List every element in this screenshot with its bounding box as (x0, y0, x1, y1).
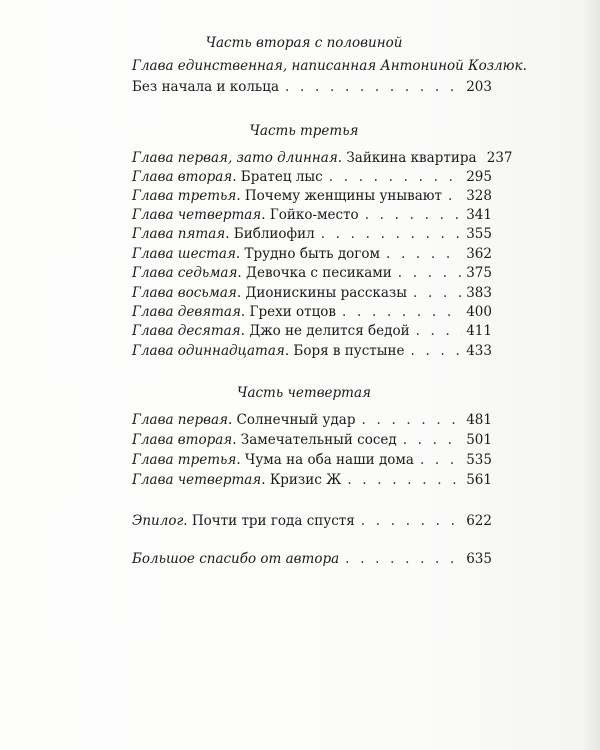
dot-leader (347, 470, 462, 490)
entry-title: Почему женщины унывают (244, 188, 443, 204)
toc-entry[interactable] (132, 244, 492, 264)
separator: . (236, 188, 245, 204)
chapter-label: Эпилог (132, 513, 184, 529)
entry-title: Дионискины рассказы (245, 285, 407, 301)
page-number: 561 (466, 472, 492, 488)
dot-leader (342, 302, 462, 322)
toc-entry-epilogue[interactable] (132, 511, 492, 531)
page-number: 501 (466, 432, 492, 448)
chapter-label: Глава вторая (132, 432, 233, 448)
section-title-part-4: Часть четвертая (237, 385, 371, 401)
page-number: 535 (466, 452, 492, 468)
separator: . (183, 513, 192, 529)
page-number: 341 (466, 207, 492, 223)
toc-entry[interactable] (132, 283, 492, 303)
entry-title: Библиофил (233, 226, 315, 242)
chapter-label: Глава шестая (132, 246, 236, 262)
chapter-label: Глава первая (132, 412, 228, 428)
dot-leader (321, 224, 462, 244)
dot-leader (329, 167, 462, 187)
dot-leader (411, 341, 463, 361)
entry-title: Грехи отцов (249, 304, 336, 320)
page-number: 635 (466, 551, 492, 567)
dot-leader (285, 77, 462, 97)
dot-leader (413, 283, 462, 303)
entry-title: Девочка с песиками (246, 265, 392, 281)
separator: . (235, 246, 245, 262)
entry-title: Кризис Ж (269, 472, 342, 488)
dot-leader (448, 186, 462, 206)
toc-entry-thanks[interactable] (132, 549, 492, 569)
page-number: 362 (466, 246, 492, 262)
separator: . (236, 452, 245, 468)
separator: . (240, 304, 250, 320)
separator: . (261, 472, 270, 488)
toc-entry[interactable] (132, 224, 492, 244)
separator: . (236, 285, 246, 301)
chapter-label: Глава третья (132, 188, 237, 204)
entry-title: Боря в пустыне (293, 343, 405, 359)
toc-entry[interactable] (132, 77, 492, 97)
separator: . (227, 412, 237, 428)
chapter-label: Глава первая, зато длинная (132, 150, 338, 166)
page-number: 328 (466, 188, 492, 204)
entry-title: Трудно быть догом (244, 246, 380, 262)
page-number: 383 (466, 285, 492, 301)
toc-entry[interactable] (132, 450, 492, 470)
entry-title: Чума на оба наши дома (244, 452, 414, 468)
page-number: 295 (466, 169, 492, 185)
dot-leader (345, 549, 462, 569)
separator: . (232, 432, 241, 448)
page-number: 203 (466, 79, 492, 95)
page-number: 237 (486, 150, 513, 166)
separator: . (337, 150, 347, 166)
toc-entry[interactable] (132, 263, 492, 283)
entry-title: Замечательный сосед (240, 432, 397, 448)
page-number: 622 (466, 513, 492, 529)
entry-title: Без начала и кольца (132, 79, 280, 95)
entry-title: Солнечный удар (236, 412, 356, 428)
dot-leader (361, 410, 462, 430)
chapter-label: Глава четвертая (132, 207, 262, 223)
dot-leader (420, 450, 462, 470)
dot-leader (386, 244, 462, 264)
chapter-label: Глава одиннадцатая (132, 343, 285, 359)
toc-entry[interactable] (132, 430, 492, 450)
chapter-label: Глава четвертая (132, 472, 262, 488)
page-number: 433 (466, 343, 492, 359)
toc-entry[interactable] (132, 205, 492, 225)
separator: . (240, 323, 250, 339)
dot-leader (416, 321, 462, 341)
dot-leader (365, 205, 462, 225)
separator: . (232, 169, 241, 185)
chapter-label: Глава третья (132, 452, 237, 468)
page-number: 355 (466, 226, 492, 242)
page-number: 400 (466, 304, 492, 320)
entry-title: Братец лыс (240, 169, 323, 185)
toc-entry[interactable] (132, 410, 492, 430)
entry-title: Почти три года спустя (191, 513, 355, 529)
dot-leader (398, 263, 462, 283)
separator: . (237, 265, 247, 281)
chapter-label: Глава седьмая (132, 265, 238, 281)
toc-entry[interactable] (132, 470, 492, 490)
toc-entry[interactable] (132, 302, 492, 322)
dot-leader (403, 430, 462, 450)
chapter-label: Глава вторая (132, 169, 233, 185)
separator: . (261, 207, 270, 223)
toc-entry[interactable] (132, 341, 492, 361)
toc-entry[interactable] (132, 321, 492, 341)
page-number: 375 (466, 265, 492, 281)
chapter-label: Глава десятая (132, 323, 241, 339)
separator: . (284, 343, 294, 359)
chapter-label: Глава девятая (132, 304, 241, 320)
entry-title: Большое спасибо от автора (132, 551, 340, 567)
toc-entry[interactable] (132, 186, 492, 206)
chapter-label: Глава восьмая (132, 285, 237, 301)
entry-title: Гойко-место (269, 207, 359, 223)
separator: . (225, 226, 234, 242)
entry-title: Зайкина квартира (346, 150, 477, 166)
section-title-part-2-5: Часть вторая с половиной (205, 35, 403, 51)
entry-title: Джо не делится бедой (249, 323, 410, 339)
toc-entry[interactable] (132, 148, 513, 168)
chapter-label: Глава пятая (132, 226, 226, 242)
page-number: 481 (466, 412, 492, 428)
section-title-part-3: Часть третья (249, 123, 359, 139)
toc-entry-line: Глава единственная, написанная Антониной Козлюк. (132, 58, 527, 74)
page-edge-shadow (582, 0, 600, 750)
toc-entry[interactable] (132, 167, 492, 187)
dot-leader (361, 511, 462, 531)
page-number: 411 (466, 323, 492, 339)
